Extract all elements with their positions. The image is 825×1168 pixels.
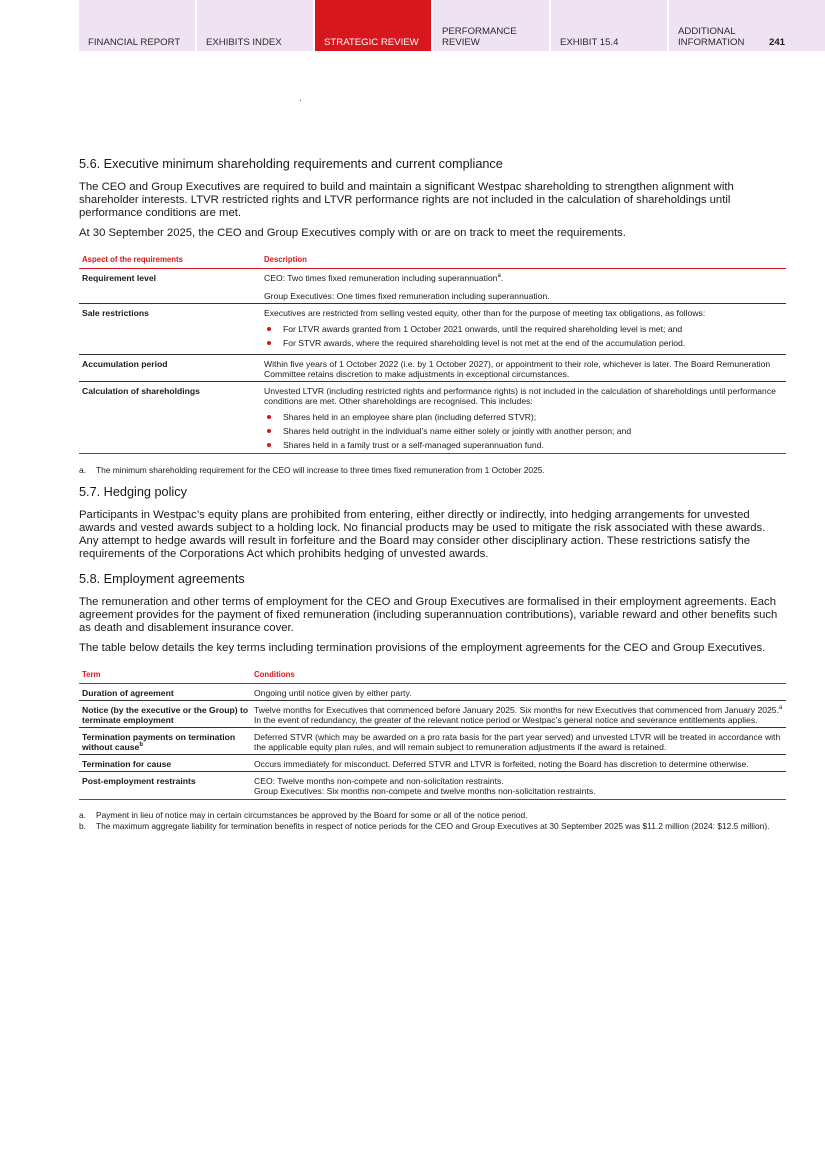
footnote-text: Payment in lieu of notice may in certain circumstances be approved by the Board for some or all of the notice period. — [96, 810, 528, 820]
row-description: Group Executives: One times fixed remuneration including superannuation. — [264, 291, 550, 301]
row-term: Duration of agreement — [82, 688, 174, 698]
row-term: Termination for cause — [79, 755, 251, 772]
row-description — [261, 304, 786, 355]
footnote-text: The maximum aggregate liability for termination benefits in respect of notice periods for the CEO and Group Executives at 30 September 2025 was $11.2 million (2024: $12.5 million). — [96, 821, 770, 831]
main-content — [79, 157, 786, 831]
section-heading-hedging: 5.7. Hedging policy — [79, 485, 187, 499]
footnote — [79, 465, 786, 475]
tab-label: PERFORMANCE REVIEW — [442, 26, 517, 48]
cell-text: CEO: Twelve months non-compete and non-solicitation restraints. — [254, 776, 504, 786]
table-row — [79, 684, 786, 701]
table-row — [79, 772, 786, 800]
table-row — [79, 285, 786, 304]
tab-strategic-review[interactable] — [315, 0, 431, 51]
row-description: Deferred STVR (which may be awarded on a pro rata basis for the part year served) and unvested LTVR will be treated in accordance with the applicable equity plan rules, and will remain subject to remuneration adjustments if the award is retained. — [251, 728, 786, 755]
cell-text: Group Executives: Six months non-compete and twelve months non-solicitation restraints. — [254, 786, 596, 796]
tab-label: STRATEGIC REVIEW — [324, 36, 419, 48]
tab-exhibits-index[interactable] — [197, 0, 313, 51]
row-description: Occurs immediately for misconduct. Deferred STVR and LTVR is forfeited, noting the Board has discretion to determine otherwise. — [251, 755, 786, 772]
footnote-marker: a. — [79, 810, 86, 820]
top-navigation — [79, 0, 825, 51]
table-row — [79, 304, 786, 355]
row-description — [261, 269, 786, 286]
list-item: For STVR awards, where the required shareholding level is not met at the end of the accumulation period. — [264, 338, 784, 348]
table-header-row — [79, 254, 786, 269]
section-heading-shareholding: 5.6. Executive minimum shareholding requirements and current compliance — [79, 157, 503, 171]
row-term: Calculation of shareholdings — [79, 382, 261, 454]
table-row — [79, 755, 786, 772]
tab-performance-review[interactable] — [433, 0, 549, 51]
column-header: Description — [261, 254, 786, 269]
section-heading-employment: 5.8. Employment agreements — [79, 572, 245, 586]
table-row — [79, 701, 786, 728]
footnote-marker: a. — [79, 465, 86, 475]
cell-text: CEO: Two times fixed remuneration including superannuation — [264, 273, 498, 283]
row-description — [251, 701, 786, 728]
employment-terms-table — [79, 669, 786, 800]
footnote-ref: a — [778, 705, 783, 712]
list-item: For LTVR awards granted from 1 October 2021 onwards, until the required shareholding level is met; and — [264, 324, 784, 334]
row-term: Requirement level — [82, 273, 157, 283]
cell-text: Twelve months for Executives that commenced before January 2025. Six months for new Executives that commenced from January 2025. — [254, 705, 779, 715]
list-item: Shares held in a family trust or a self-managed superannuation fund. — [264, 440, 784, 450]
paragraph: Participants in Westpac’s equity plans are prohibited from entering, either directly or indirectly, into hedging arrangements for unvested awards and vested awards subject to a holding lock. No financial products may be used to mitigate the risk associated with these awards. Any attempt to hedge awards will result in forfeiture and the Board may consider other disciplinary action. These restrictions satisfy the requirements of the Corporations Act which prohibits hedging of unvested awards. — [79, 509, 766, 560]
footnotes — [79, 465, 786, 475]
paragraph: At 30 September 2025, the CEO and Group Executives comply with or are on track to meet the requirements. — [79, 227, 626, 239]
row-term: Post-employment restraints — [79, 772, 251, 800]
footnote-ref: b — [139, 742, 143, 749]
paragraph: The table below details the key terms including termination provisions of the employment agreements for the CEO and Group Executives. — [79, 642, 766, 654]
tab-financial-report[interactable] — [79, 0, 195, 51]
table-row — [79, 728, 786, 755]
footnotes — [79, 810, 786, 831]
row-term: Accumulation period — [79, 355, 261, 382]
column-header: Term — [79, 669, 251, 684]
row-description: Within five years of 1 October 2022 (i.e. by 1 October 2027), or appointment to their role, whichever is later. The Board Remuneration Committee retains discretion to make adjustments in exceptional circumstances. — [261, 355, 786, 382]
tab-label: EXHIBITS INDEX — [206, 36, 282, 48]
table-row — [79, 382, 786, 454]
row-description — [251, 772, 786, 800]
table-header-row — [79, 669, 786, 684]
tab-label: EXHIBIT 15.4 — [560, 36, 619, 48]
row-description — [261, 382, 786, 454]
table-row — [79, 355, 786, 382]
cell-text: Termination payments on termination without cause — [82, 732, 236, 752]
cell-text: Executives are restricted from selling vested equity, other than for the purpose of meeting tax obligations, as follows: — [264, 308, 706, 318]
column-header: Conditions — [251, 669, 786, 684]
row-description: Ongoing until notice given by either party. — [254, 688, 412, 698]
cell-text: In the event of redundancy, the greater of the relevant notice period or Westpac’s general notice and severance entitlements applies. — [254, 715, 758, 725]
cell-text: . — [500, 273, 504, 283]
paragraph: The CEO and Group Executives are required to build and maintain a significant Westpac shareholding to strengthen alignment with shareholder interests. LTVR restricted rights and LTVR performance rights are not included in the calculation of shareholdings until performance conditions are met. — [79, 181, 734, 219]
row-term — [79, 728, 251, 755]
stray-dot — [300, 100, 301, 101]
paragraph: The remuneration and other terms of employment for the CEO and Group Executives are formalised in their employment agreements. Each agreement provides for the payment of fixed remuneration (including superannuation contributions), variable reward and other benefits such as death and disablement insurance cover. — [79, 596, 778, 634]
bullet-list — [264, 324, 784, 348]
footnote-ref: a — [497, 273, 501, 280]
footnote — [79, 821, 786, 831]
footnote-marker: b. — [79, 821, 86, 831]
cell-text: Unvested LTVR (including restricted rights and performance rights) is not included in the calculation of shareholdings until performance conditions are met. Other shareholdings are recognised. This includes: — [264, 386, 776, 406]
tab-exhibit-15-4[interactable] — [551, 0, 667, 51]
footnote-text: The minimum shareholding requirement for the CEO will increase to three times fixed remuneration from 1 October 2025. — [96, 465, 545, 475]
tab-additional-information[interactable] — [669, 0, 825, 51]
tab-label: ADDITIONAL INFORMATION — [678, 26, 745, 48]
list-item: Shares held in an employee share plan (including deferred STVR); — [264, 412, 784, 422]
list-item: Shares held outright in the individual’s name either solely or jointly with another person; and — [264, 426, 784, 436]
column-header: Aspect of the requirements — [79, 254, 261, 269]
page-number: 241 — [768, 36, 785, 48]
tab-label: FINANCIAL REPORT — [88, 36, 181, 48]
row-term: Notice (by the executive or the Group) to terminate employment — [79, 701, 251, 728]
row-term: Sale restrictions — [79, 304, 261, 355]
table-row — [79, 269, 786, 286]
footnote — [79, 810, 786, 820]
shareholding-requirements-table — [79, 254, 786, 454]
bullet-list — [264, 412, 784, 450]
